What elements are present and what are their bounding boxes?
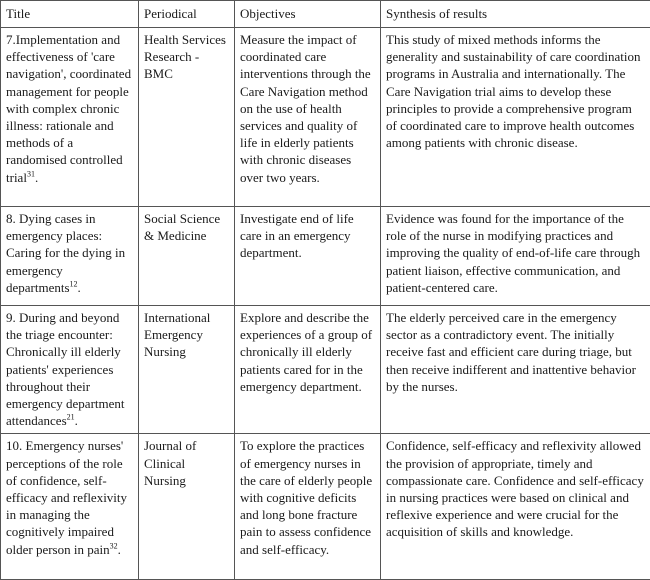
synthesis-cell: Evidence was found for the importance of the role of the nurse in modifying practices and improving the quality of end-of-life care through patient liaison, effective communication, and patient-centered care. — [381, 207, 650, 306]
table-row — [1, 306, 650, 434]
synthesis-cell: This study of mixed methods informs the generality and sustainability of care coordination programs in Australia and internationally. The Care Navigation trial aims to develop these principles to provide a comprehensive program of coordinated care to improve health outcomes among patients with chronic disease. — [381, 28, 650, 207]
objectives-cell: Explore and describe the experiences of a group of chronically ill elderly patients cared for in the emergency department. — [235, 306, 381, 434]
reference-number: 32 — [110, 541, 118, 550]
reference-number: 21 — [67, 413, 75, 422]
title-cell: 8. Dying cases in emergency places: Caring for the dying in emergency departments$^{12}$. — [1, 207, 139, 306]
synthesis-cell: Confidence, self-efficacy and reflexivity allowed the provision of appropriate, timely and compassionate care. Confidence and self-efficacy in nursing practices were based on clinical and reflexive experience and were crucial for the acquisition of skills and knowledge. — [381, 434, 650, 580]
table-row — [1, 434, 650, 580]
periodical-cell: Journal of Clinical Nursing — [139, 434, 235, 580]
table-row — [1, 207, 650, 306]
title-cell: 10. Emergency nurses' perceptions of the role of confidence, self-efficacy and reflexivity in managing the cognitively impaired older person in pain$^{32}$. — [1, 434, 139, 580]
reference-number: 31 — [27, 169, 35, 178]
periodical-cell: Health Services Research - BMC — [139, 28, 235, 207]
objectives-cell: Investigate end of life care in an emergency department. — [235, 207, 381, 306]
periodical-cell: International Emergency Nursing — [139, 306, 235, 434]
study-title: 10. Emergency nurses' perceptions of the role of confidence, self-efficacy and reflexivity in managing the cognitively impaired older person in pain — [6, 438, 127, 556]
header-title: Title — [1, 1, 139, 28]
header-objectives: Objectives — [235, 1, 381, 28]
study-title: 9. During and beyond the triage encounter: Chronically ill elderly patients' experiences throughout their emergency department attendances — [6, 310, 125, 428]
objectives-cell: Measure the impact of coordinated care interventions through the Care Navigation method on the use of health services and quality of life in elderly patients with chronic diseases over two years. — [235, 28, 381, 207]
header-row — [1, 1, 650, 28]
objectives-cell: To explore the practices of emergency nurses in the care of elderly people with cognitive deficits and long bone fracture pain to assess confidence and self-efficacy. — [235, 434, 381, 580]
title-cell: 7.Implementation and effectiveness of 'care navigation', coordinated management for people with complex chronic illness: rationale and methods of a randomised controlled trial$^{31}$. — [1, 28, 139, 207]
periodical-cell: Social Science & Medicine — [139, 207, 235, 306]
study-title: 7.Implementation and effectiveness of 'care navigation', coordinated management for people with complex chronic illness: rationale and methods of a randomised controlled trial — [6, 32, 131, 185]
header-synthesis: Synthesis of results — [381, 1, 650, 28]
header-periodical: Periodical — [139, 1, 235, 28]
title-cell: 9. During and beyond the triage encounter: Chronically ill elderly patients' experiences throughout their emergency department attendances$^{21}$. — [1, 306, 139, 434]
table-row — [1, 28, 650, 207]
study-title: 8. Dying cases in emergency places: Caring for the dying in emergency departments — [6, 211, 125, 295]
synthesis-cell: The elderly perceived care in the emergency sector as a contradictory event. The initially receive fast and efficient care during triage, but then receive indifferent and inattentive behavior by the nurses. — [381, 306, 650, 434]
reference-number: 12 — [70, 279, 78, 288]
